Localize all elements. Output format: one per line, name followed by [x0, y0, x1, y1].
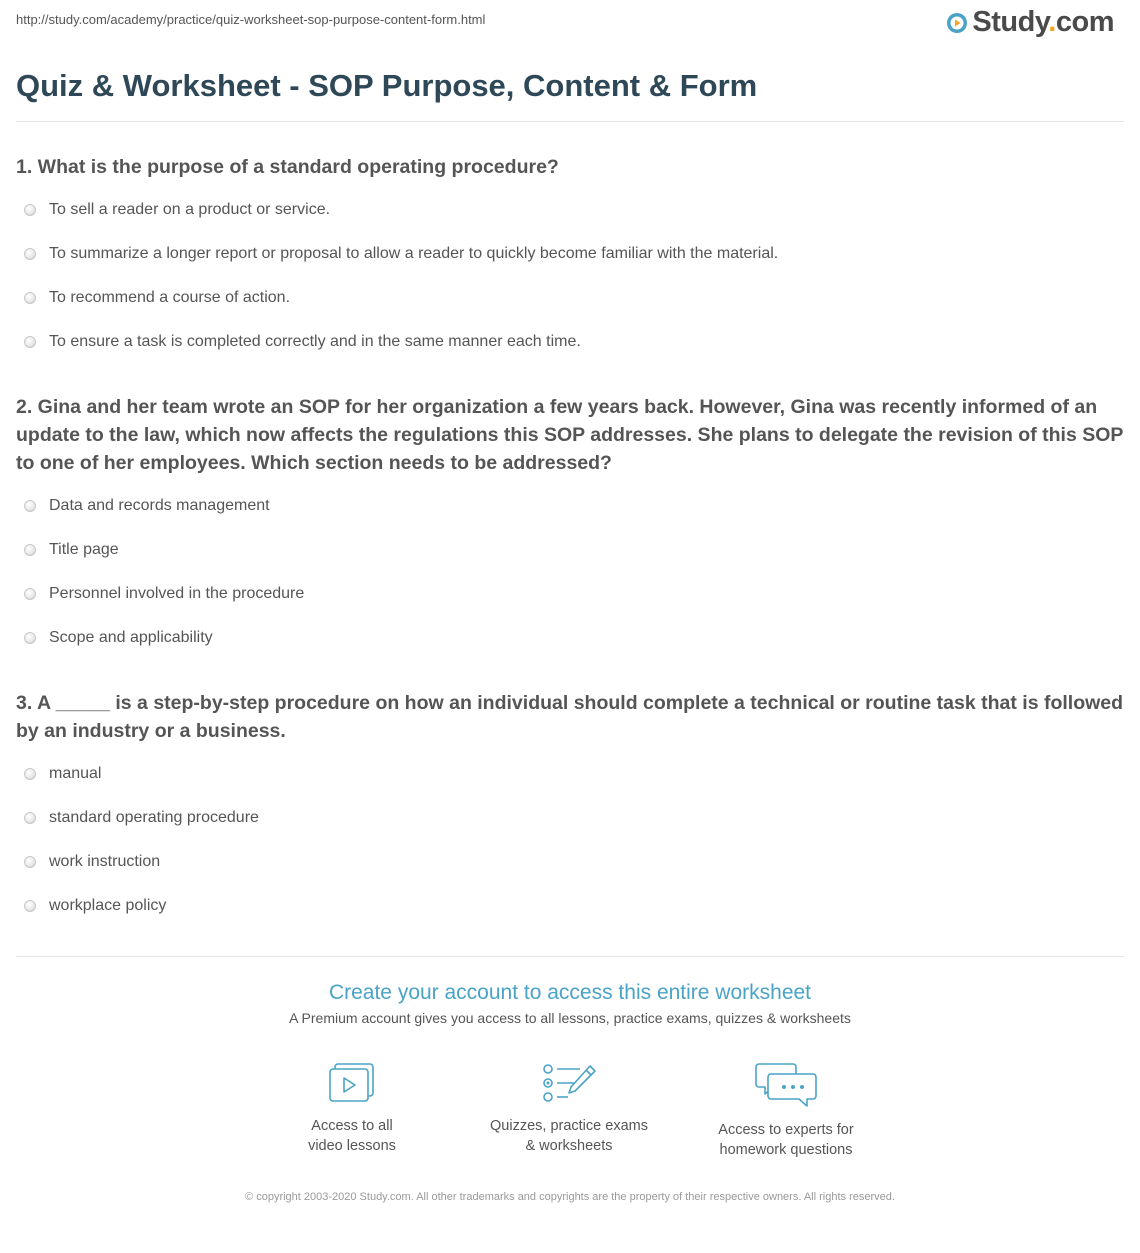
radio-icon[interactable]: [24, 248, 36, 260]
feature-label: [686, 1120, 886, 1160]
answer-option[interactable]: [16, 276, 1124, 320]
option-label: work instruction: [49, 853, 161, 870]
feature-label-line-1: Quizzes, practice exams: [490, 1118, 648, 1134]
option-label: standard operating procedure: [49, 809, 259, 826]
question-3: [16, 689, 1124, 928]
feature-label-line-1: Access to all: [311, 1118, 393, 1134]
answer-option[interactable]: [16, 232, 1124, 276]
answer-option[interactable]: [16, 884, 1124, 928]
option-label: Title page: [49, 541, 119, 558]
option-label: To ensure a task is completed correctly and in the same manner each time.: [49, 333, 581, 350]
option-label: To sell a reader on a product or service.: [49, 201, 331, 218]
chat-bubbles-icon: [753, 1060, 819, 1110]
title-divider: [16, 121, 1124, 122]
answer-option[interactable]: [16, 796, 1124, 840]
option-label: To summarize a longer report or proposal to allow a reader to quickly become familiar with the material.: [49, 245, 779, 262]
radio-icon[interactable]: [24, 336, 36, 348]
feature-label-line-1: Access to experts for: [718, 1122, 854, 1138]
radio-icon[interactable]: [24, 632, 36, 644]
answer-option[interactable]: [16, 188, 1124, 232]
play-circle-icon: [946, 12, 968, 34]
feature-label-line-2: & worksheets: [525, 1138, 613, 1154]
cta-subtitle: A Premium account gives you access to all lessons, practice exams, quizzes & worksheets: [289, 1010, 851, 1026]
feature-label: [469, 1116, 669, 1156]
answer-option[interactable]: [16, 752, 1124, 796]
logo-text-dot: .: [1048, 6, 1056, 38]
copyright-footer: © copyright 2003-2020 Study.com. All other trademarks and copyrights are the property of their respective owners. All rights reserved.: [245, 1191, 895, 1203]
answer-option[interactable]: [16, 320, 1124, 364]
option-label: manual: [49, 765, 102, 782]
answer-option[interactable]: [16, 528, 1124, 572]
answer-option[interactable]: [16, 840, 1124, 884]
answer-options: [16, 188, 1124, 364]
radio-icon[interactable]: [24, 544, 36, 556]
study-logo[interactable]: [946, 6, 1114, 39]
question-1: [16, 153, 1124, 364]
feature-label-line-2: homework questions: [719, 1142, 853, 1158]
page-title: Quiz & Worksheet - SOP Purpose, Content & Form: [16, 68, 758, 103]
option-label: Scope and applicability: [49, 629, 213, 646]
option-label: workplace policy: [49, 897, 167, 914]
logo-text-main: Study: [972, 6, 1049, 38]
logo-text-tld: com: [1055, 6, 1114, 38]
feature-quizzes: [469, 1060, 669, 1156]
question-2: [16, 393, 1124, 660]
question-text: 2. Gina and her team wrote an SOP for her organization a few years back. However, Gina was recently informed of an update to the law, which now affects the regulations this SOP addresses. She plans to delegate the revision of this SOP to one of her employees. Which section needs to be addressed?: [16, 396, 1124, 474]
radio-icon[interactable]: [24, 204, 36, 216]
answer-option[interactable]: [16, 484, 1124, 528]
feature-label-line-2: video lessons: [308, 1138, 396, 1154]
radio-icon[interactable]: [24, 900, 36, 912]
answer-option[interactable]: [16, 616, 1124, 660]
question-text: 1. What is the purpose of a standard operating procedure?: [16, 156, 559, 178]
radio-icon[interactable]: [24, 292, 36, 304]
video-lessons-icon: [326, 1060, 378, 1106]
radio-icon[interactable]: [24, 856, 36, 868]
cta-divider: [16, 956, 1124, 957]
answer-options: [16, 752, 1124, 928]
option-label: Data and records management: [49, 497, 270, 514]
feature-experts: [686, 1060, 886, 1160]
top-bar: [0, 0, 1140, 50]
cta-title-link[interactable]: Create your account to access this entire worksheet: [328, 981, 812, 1004]
answer-option[interactable]: [16, 572, 1124, 616]
logo-text: [972, 6, 1114, 39]
radio-icon[interactable]: [24, 588, 36, 600]
question-text: 3. A _____ is a step-by-step procedure on how an individual should complete a technical or routine task that is followed by an industry or a business.: [16, 692, 1124, 742]
option-label: To recommend a course of action.: [49, 289, 291, 306]
page-url: http://study.com/academy/practice/quiz-worksheet-sop-purpose-content-form.html: [16, 12, 486, 27]
quiz-checklist-icon: [540, 1060, 598, 1106]
radio-icon[interactable]: [24, 812, 36, 824]
signup-cta: [0, 980, 1140, 1026]
feature-label: [252, 1116, 452, 1156]
feature-video-lessons: [252, 1060, 452, 1156]
radio-icon[interactable]: [24, 768, 36, 780]
option-label: Personnel involved in the procedure: [49, 585, 305, 602]
radio-icon[interactable]: [24, 500, 36, 512]
answer-options: [16, 484, 1124, 660]
